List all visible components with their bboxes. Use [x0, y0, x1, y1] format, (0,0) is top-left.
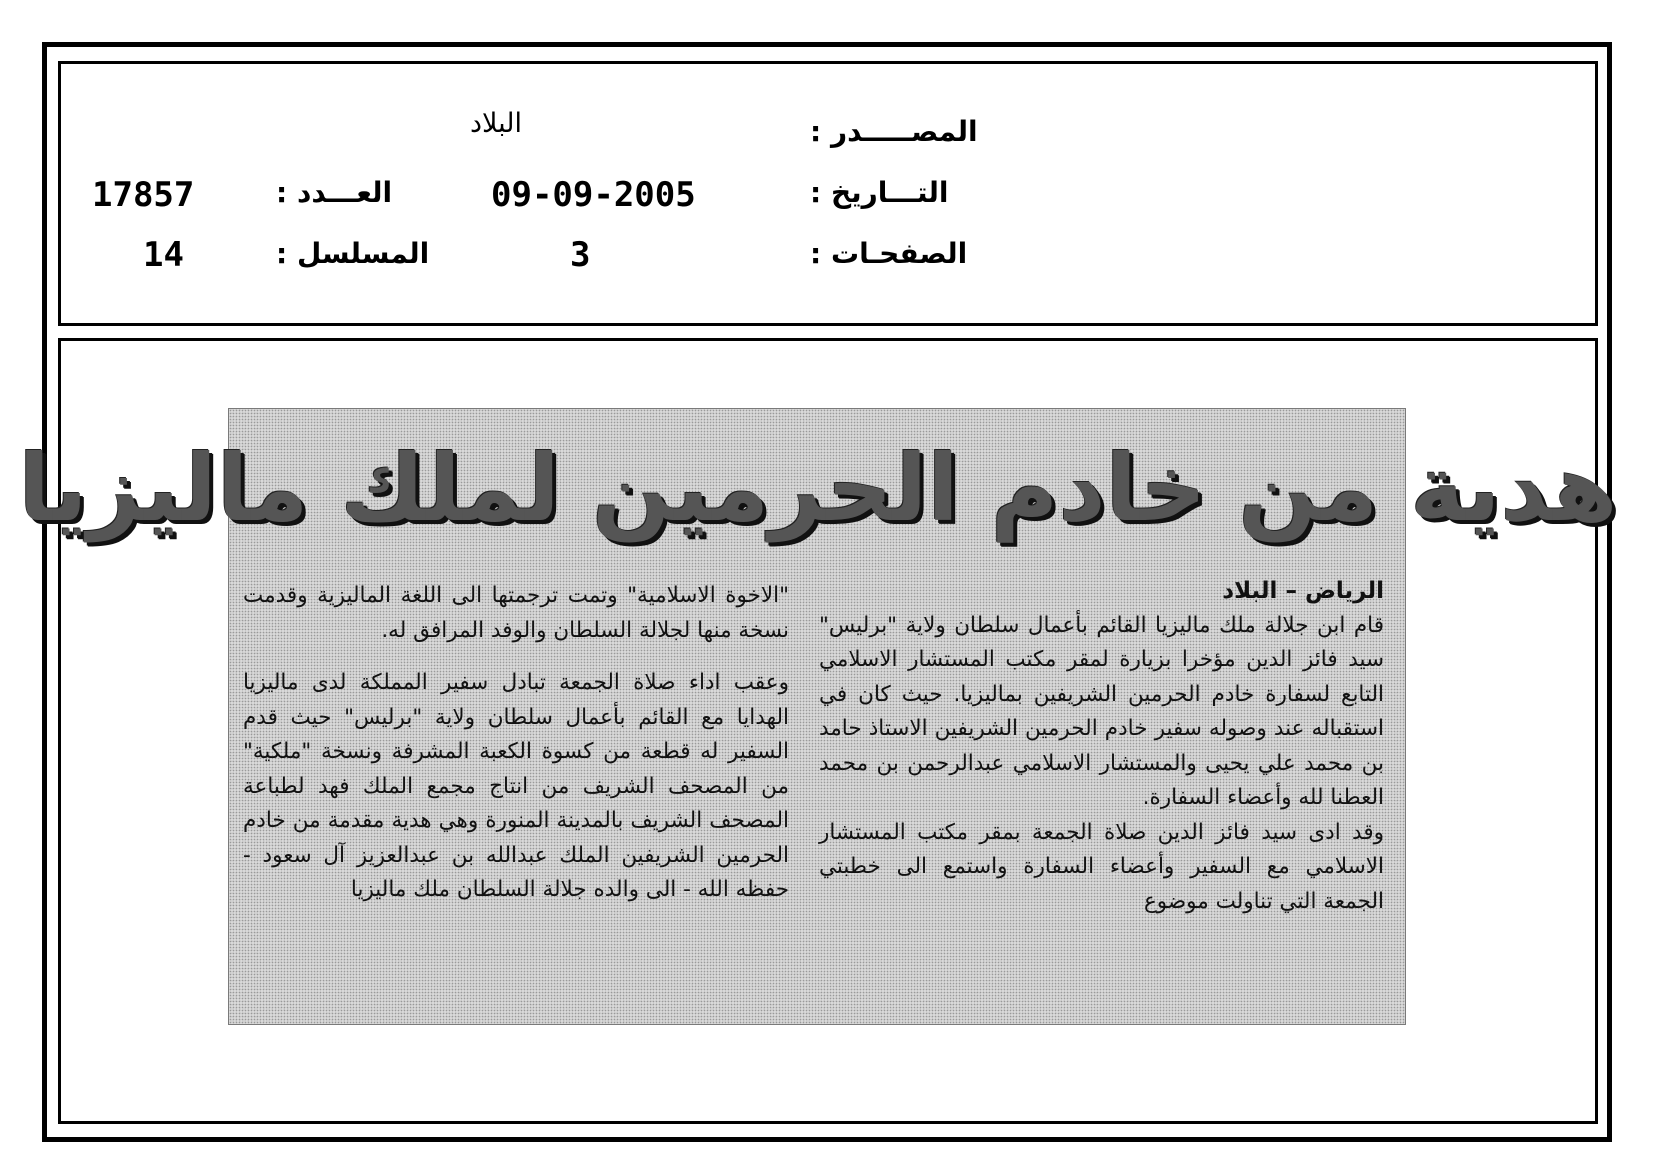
article-paragraph: قام ابن جلالة ملك ماليزيا القائم بأعمال سلطان ولاية "برليس" سيد فائز الدين مؤخرا بزيارة لمقر مكتب المستشار الاسلامي التابع لسفارة خادم الحرمين الشريفين بماليزيا. حيث كان في استقباله عند وصوله سفير خادم الحرمين الشريفين الاستاذ حامد بن محمد علي يحيى والمستشار الاسلامي عبدالرحمن بن محمد العطنا لله وأعضاء السفارة.: [819, 612, 1384, 810]
source-label: المصـــــدر :: [810, 115, 978, 148]
pages-label: الصفحـات :: [810, 237, 968, 270]
paragraph-gap: [243, 648, 789, 666]
serial-value: 14: [143, 235, 184, 275]
article-right-column: [819, 574, 1384, 919]
pages-value: 3: [570, 235, 591, 275]
article-byline: الرياض – البلاد: [1222, 578, 1384, 604]
article-headline: هدية من خادم الحرمين لملك ماليزيا: [18, 435, 1618, 542]
article-paragraph: "الاخوة الاسلامية" وتمت ترجمتها الى اللغة الماليزية وقدمت نسخة منها لجلالة السلطان والوفد المرافق له.: [243, 583, 789, 643]
article-left-column: [243, 579, 789, 908]
date-label: التـــاريخ :: [810, 176, 949, 209]
serial-label: المسلسل :: [276, 237, 430, 270]
article-paragraph: وقد ادى سيد فائز الدين صلاة الجمعة بمقر مكتب المستشار الاسلامي مع السفير وأعضاء السفارة واستمع الى خطبتي الجمعة التي تناولت موضوع: [819, 819, 1384, 914]
date-value: 09-09-2005: [491, 175, 696, 215]
source-value: البلاد: [470, 108, 523, 139]
issue-label: العـــدد :: [276, 176, 393, 209]
issue-value: 17857: [92, 175, 195, 215]
article-paragraph: وعقب اداء صلاة الجمعة تبادل سفير المملكة لدى ماليزيا الهدايا مع القائم بأعمال سلطان ولاية "برليس" حيث قدم السفير له قطعة من كسوة الكعبة المشرفة ونسخة "ملكية" من المصحف الشريف من انتاج مجمع الملك فهد لطباعة المصحف الشريف بالمدينة المنورة وهي هدية مقدمة من خادم الحرمين الشريفين الملك عبدالله بن عبدالعزيز آل سعود - حفظه الله - الى والده جلالة السلطان ملك ماليزيا: [243, 670, 789, 902]
newspaper-clipping: [18, 408, 1618, 1025]
